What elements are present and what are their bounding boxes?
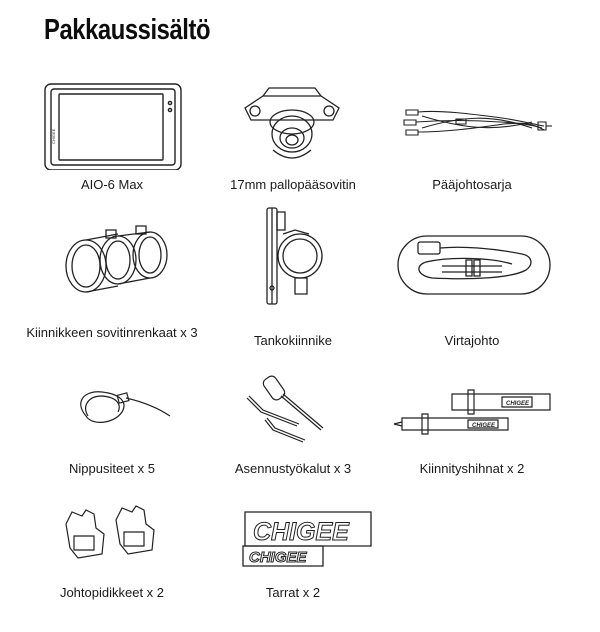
item-mounting-straps	[382, 372, 562, 482]
installation-tools-icon	[203, 372, 383, 444]
item-installation-tools	[203, 372, 383, 482]
svg-text:CHIGEE: CHIGEE	[249, 549, 307, 566]
cable-clips-icon	[22, 500, 202, 570]
svg-text:CHIGEE: CHIGEE	[506, 401, 530, 407]
item-label: Kiinnityshihnat x 2	[419, 461, 525, 476]
stickers-icon	[203, 500, 383, 570]
item-handlebar-mount	[203, 206, 383, 356]
item-power-cable	[382, 206, 562, 356]
item-ball-head-adapter	[203, 70, 383, 200]
svg-text:CHIGEE: CHIGEE	[253, 518, 349, 546]
svg-text:CHIGEE: CHIGEE	[51, 128, 56, 144]
item-aio6-max	[22, 70, 202, 200]
adapter-rings-icon	[22, 206, 202, 302]
display-unit-icon	[22, 70, 202, 170]
item-adapter-rings	[22, 206, 202, 356]
item-label: Tankokiinnike	[253, 333, 333, 348]
item-label: 17mm pallopääsovitin	[230, 177, 356, 192]
ball-head-adapter-icon	[203, 70, 383, 170]
item-label: Asennustyökalut x 3	[234, 461, 352, 476]
handlebar-mount-icon	[203, 206, 383, 310]
item-label: Tarrat x 2	[265, 585, 321, 600]
item-label: Kiinnikkeen sovitinrenkaat x 3	[26, 325, 198, 340]
cable-tie-icon	[22, 372, 202, 442]
item-label: Pääjohtosarja	[432, 177, 512, 192]
item-label: Johtopidikkeet x 2	[59, 585, 165, 600]
main-cable-set-icon	[382, 70, 562, 170]
power-cable-icon	[382, 206, 562, 310]
item-main-cable-set	[382, 70, 562, 200]
item-cable-ties	[22, 372, 202, 482]
item-cable-clips	[22, 500, 202, 610]
item-label: Virtajohto	[444, 333, 500, 348]
mounting-straps-icon	[382, 372, 562, 442]
item-label: AIO-6 Max	[80, 177, 144, 192]
item-stickers	[203, 500, 383, 610]
page-title: Pakkaussisältö	[44, 14, 211, 46]
svg-text:CHIGEE: CHIGEE	[472, 423, 496, 429]
item-label: Nippusiteet x 5	[69, 461, 155, 476]
